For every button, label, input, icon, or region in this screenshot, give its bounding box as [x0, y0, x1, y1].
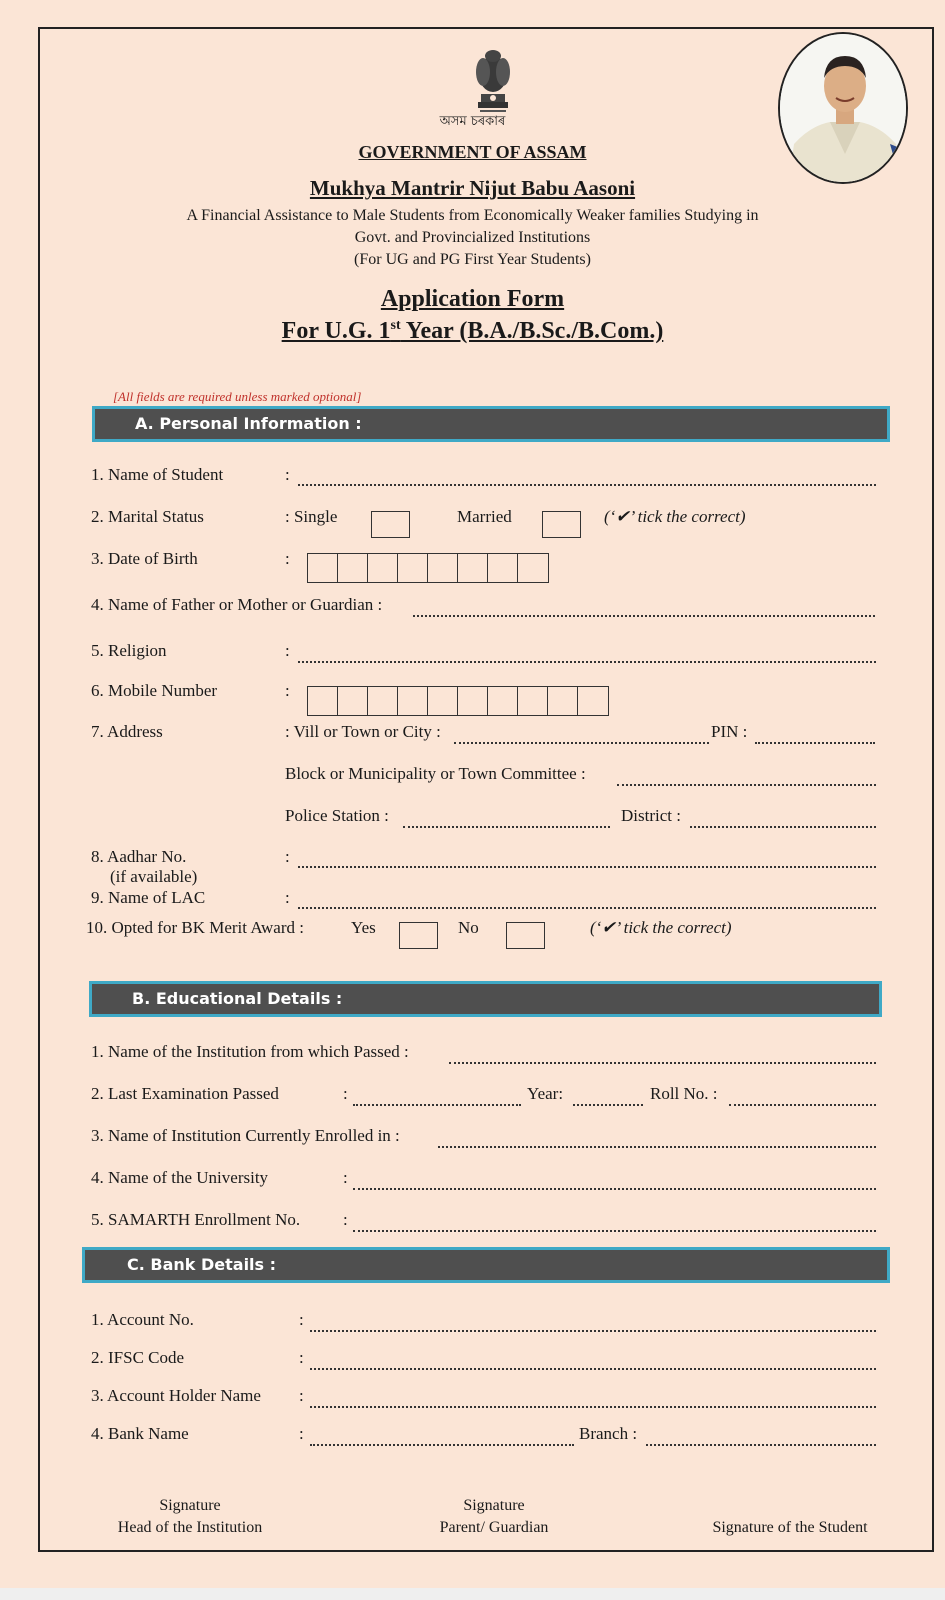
label-pin: PIN :: [711, 722, 748, 741]
label-branch: Branch :: [579, 1424, 638, 1443]
application-form-title: Application Form: [380, 286, 565, 312]
chief-minister-photo: [778, 32, 908, 184]
colon: :: [285, 681, 290, 700]
single-checkbox[interactable]: [371, 511, 410, 538]
year-field[interactable]: [573, 1104, 643, 1106]
label-last-exam: 2. Last Examination Passed: [91, 1084, 279, 1103]
district-field[interactable]: [690, 826, 876, 828]
signature-head-label: Head of the Institution: [117, 1519, 263, 1536]
scheme-title: Mukhya Mantrir Nijut Babu Aasoni: [309, 176, 636, 200]
mobile-cell[interactable]: [518, 687, 548, 715]
state-emblem-icon: [468, 44, 518, 114]
dob-cell[interactable]: [338, 554, 368, 582]
aadhar-field[interactable]: [298, 866, 876, 868]
mobile-number-boxes[interactable]: [307, 686, 609, 716]
mobile-cell[interactable]: [398, 687, 428, 715]
colon: :: [299, 1424, 304, 1443]
roll-no-field[interactable]: [729, 1104, 876, 1106]
colon: :: [299, 1310, 304, 1329]
label-marital-status: 2. Marital Status: [91, 507, 204, 526]
signature-parent-guardian: [404, 1495, 584, 1539]
mobile-cell[interactable]: [368, 687, 398, 715]
label-roll-no: Roll No. :: [650, 1084, 718, 1103]
colon: :: [299, 1348, 304, 1367]
colon: :: [343, 1084, 348, 1103]
vill-town-city-field[interactable]: [454, 742, 709, 744]
tick-instruction: (‘✔’ tick the correct): [590, 918, 732, 937]
religion-field[interactable]: [298, 661, 876, 663]
label-single: : Single: [285, 507, 338, 526]
label-vill-town-city: : Vill or Town or City :: [285, 722, 441, 741]
married-checkbox[interactable]: [542, 511, 581, 538]
dob-cell[interactable]: [518, 554, 548, 582]
label-guardian-name: 4. Name of Father or Mother or Guardian :: [91, 595, 383, 614]
label-bk-merit-award: 10. Opted for BK Merit Award :: [86, 918, 304, 937]
desc-line-2: Govt. and Provincialized Institutions: [354, 229, 591, 246]
student-name-field[interactable]: [298, 484, 876, 486]
label-lac: 9. Name of LAC: [91, 888, 206, 907]
bank-name-field[interactable]: [310, 1444, 574, 1446]
government-title: GOVERNMENT OF ASSAM: [358, 142, 587, 162]
form-for-pre: For U.G. 1: [281, 318, 391, 344]
colon: :: [343, 1210, 348, 1229]
section-a-header: A. Personal Information :: [92, 406, 890, 442]
signature-parent-label: Parent/ Guardian: [439, 1519, 549, 1536]
label-account-holder: 3. Account Holder Name: [91, 1386, 261, 1405]
desc-line-1: A Financial Assistance to Male Students from Economically Weaker families Studying in: [186, 207, 759, 224]
police-station-field[interactable]: [403, 826, 610, 828]
form-for-title: [0, 318, 945, 345]
label-account-no: 1. Account No.: [91, 1310, 194, 1329]
form-for-post: Year (B.A./B.Sc./B.Com.): [400, 318, 664, 344]
dob-cell[interactable]: [458, 554, 488, 582]
lac-field[interactable]: [298, 907, 876, 909]
colon: :: [285, 847, 290, 866]
mobile-cell[interactable]: [428, 687, 458, 715]
institution-passed-field[interactable]: [449, 1062, 876, 1064]
label-institution-passed: 1. Name of the Institution from which Passed :: [91, 1042, 409, 1061]
dob-cell[interactable]: [428, 554, 458, 582]
label-aadhar-note: (if available): [110, 867, 198, 886]
university-field[interactable]: [353, 1188, 876, 1190]
label-address: 7. Address: [91, 722, 163, 741]
yes-checkbox[interactable]: [399, 922, 438, 949]
required-fields-note: [All fields are required unless marked optional]: [113, 389, 362, 404]
no-checkbox[interactable]: [506, 922, 545, 949]
branch-field[interactable]: [646, 1444, 876, 1446]
label-university: 4. Name of the University: [91, 1168, 269, 1187]
label-aadhar: 8. Aadhar No.: [91, 847, 187, 866]
date-of-birth-boxes[interactable]: [307, 553, 549, 583]
label-block-municipality: Block or Municipality or Town Committee :: [285, 764, 586, 783]
pin-field[interactable]: [755, 742, 875, 744]
label-no: No: [458, 918, 479, 937]
mobile-cell[interactable]: [458, 687, 488, 715]
ifsc-field[interactable]: [310, 1368, 876, 1370]
section-b-header: B. Educational Details :: [89, 981, 882, 1017]
label-religion: 5. Religion: [91, 641, 167, 660]
mobile-cell[interactable]: [308, 687, 338, 715]
account-holder-field[interactable]: [310, 1406, 876, 1408]
desc-line-3: (For UG and PG First Year Students): [354, 251, 591, 268]
colon: :: [285, 888, 290, 907]
label-year: Year:: [527, 1084, 564, 1103]
block-municipality-field[interactable]: [617, 784, 876, 786]
portrait-image: [780, 34, 908, 184]
dob-cell[interactable]: [308, 554, 338, 582]
signature-student: Signature of the Student: [712, 1519, 868, 1536]
signature-label: Signature: [159, 1497, 221, 1514]
mobile-cell[interactable]: [488, 687, 518, 715]
label-district: District :: [621, 806, 681, 825]
colon: :: [285, 641, 290, 660]
samarth-field[interactable]: [353, 1230, 876, 1232]
dob-cell[interactable]: [368, 554, 398, 582]
label-bank-name: 4. Bank Name: [91, 1424, 189, 1443]
mobile-cell[interactable]: [548, 687, 578, 715]
scheme-description: [0, 205, 945, 271]
label-ifsc: 2. IFSC Code: [91, 1348, 185, 1367]
label-institution-current: 3. Name of Institution Currently Enrolled in :: [91, 1126, 400, 1145]
tick-instruction: (‘✔’ tick the correct): [604, 507, 746, 526]
label-married: Married: [457, 507, 512, 526]
label-date-of-birth: 3. Date of Birth: [91, 549, 198, 568]
label-samarth: 5. SAMARTH Enrollment No.: [91, 1210, 301, 1229]
colon: :: [343, 1168, 348, 1187]
colon: :: [285, 465, 290, 484]
colon: :: [285, 549, 290, 568]
government-assamese-text: অসম চৰকাৰ: [439, 114, 506, 129]
label-yes: Yes: [351, 918, 376, 937]
account-no-field[interactable]: [310, 1330, 876, 1332]
colon: :: [299, 1386, 304, 1405]
mobile-cell[interactable]: [338, 687, 368, 715]
label-student-name: 1. Name of Student: [91, 465, 224, 484]
signature-head-institution: [100, 1495, 280, 1539]
guardian-name-field[interactable]: [413, 615, 875, 617]
dob-cell[interactable]: [398, 554, 428, 582]
label-police-station: Police Station :: [285, 806, 389, 825]
section-c-header: C. Bank Details :: [82, 1247, 890, 1283]
institution-current-field[interactable]: [438, 1146, 876, 1148]
label-mobile-number: 6. Mobile Number: [91, 681, 218, 700]
mobile-cell[interactable]: [578, 687, 608, 715]
dob-cell[interactable]: [488, 554, 518, 582]
last-exam-field[interactable]: [353, 1104, 521, 1106]
signature-label: Signature: [463, 1497, 525, 1514]
form-for-sup: st: [390, 318, 401, 333]
